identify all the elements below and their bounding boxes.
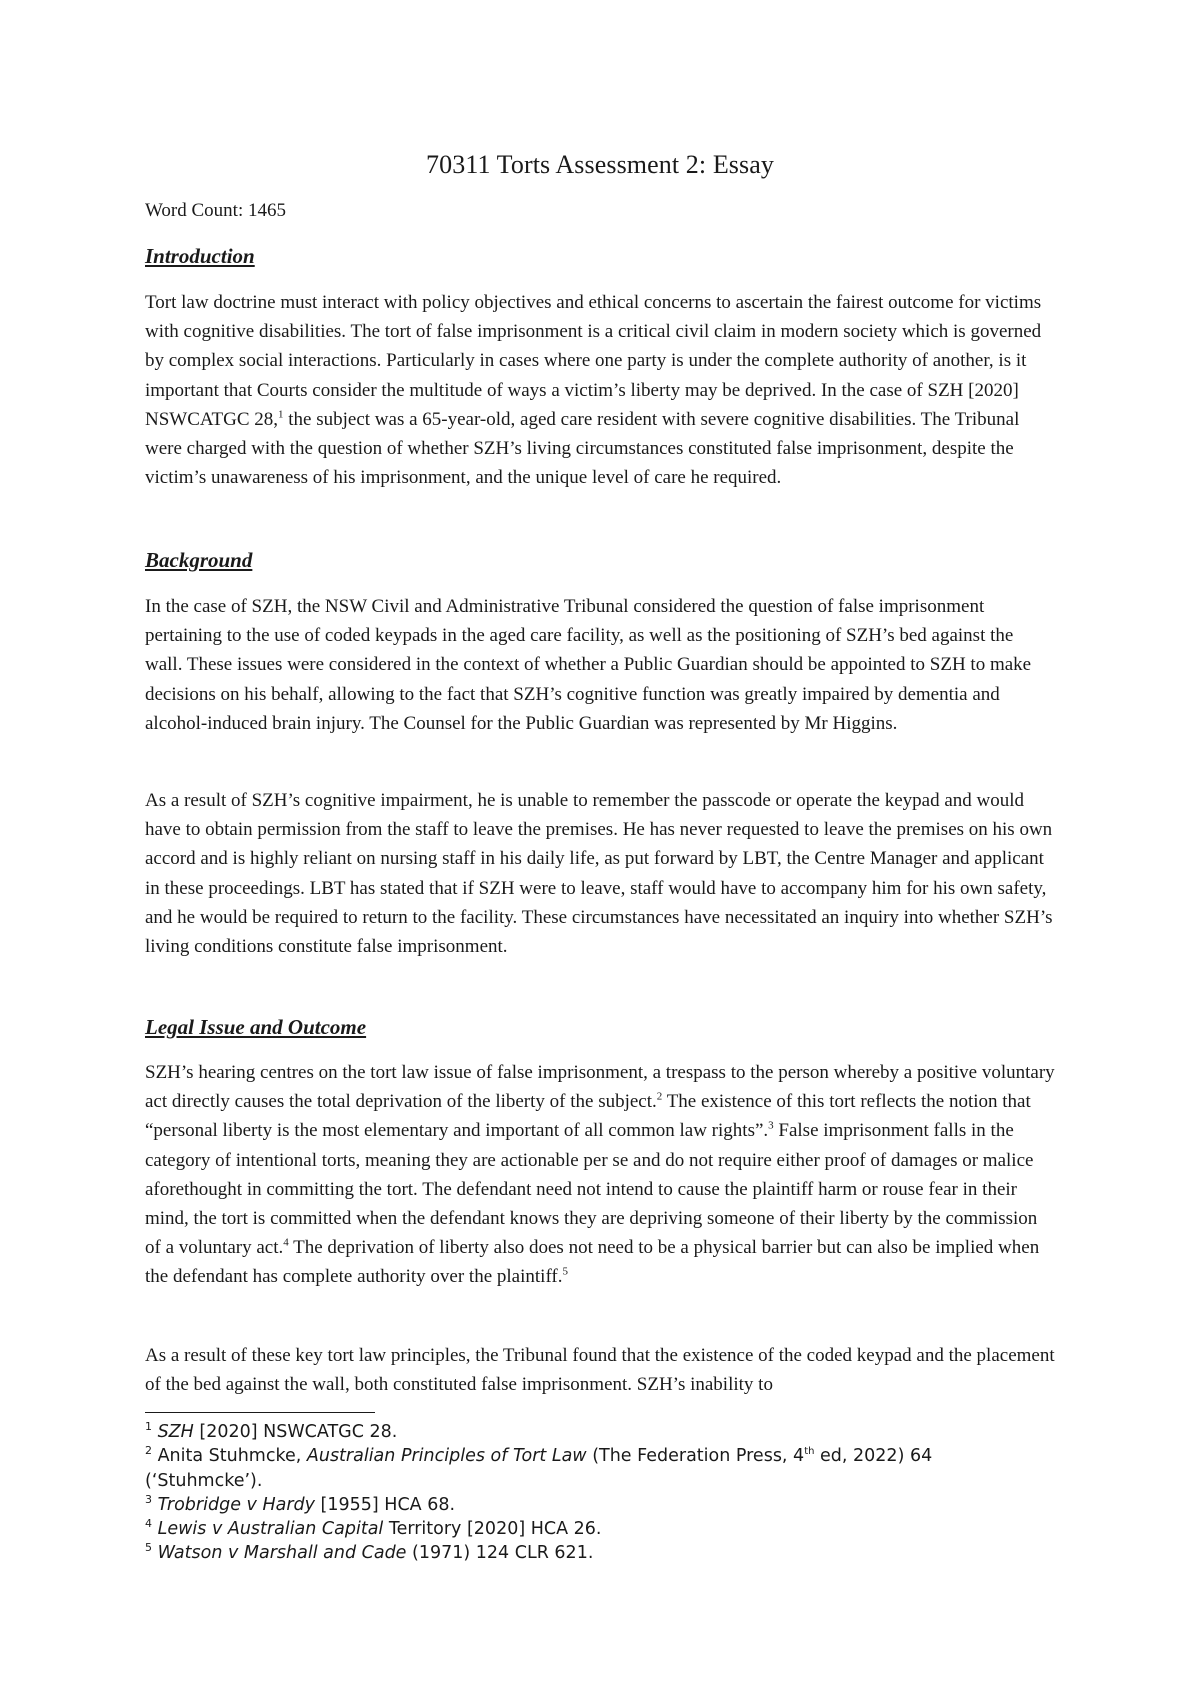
footnote-text: Territory [2020] HCA 26. xyxy=(383,1519,602,1539)
case-name: SZH xyxy=(157,1422,194,1442)
heading-introduction: Introduction xyxy=(145,244,255,268)
heading-legal-issue: Legal Issue and Outcome xyxy=(145,1015,367,1039)
footnote-text: [2020] NSWCATGC 28. xyxy=(193,1422,398,1442)
footnote-text: [1955] HCA 68. xyxy=(314,1495,456,1515)
footnote-text: ed, 2022) 64 (‘Stuhmcke’). xyxy=(145,1446,933,1491)
footnote-text: (The Federation Press, 4 xyxy=(586,1446,805,1466)
paragraph-text: Tort law doctrine must interact with policy objectives and ethical concerns to ascertain the fairest outcome for victims with cognitive disabilities. The tort of false imprisonment is a critical civil claim in modern society which is governed by complex social interactions. Particularly in cases where one party is under the complete authority of another, is it important that Courts consider the multitude of ways a victim’s liberty may be deprived. In the case of SZH [2020] NSWCATGC 28, xyxy=(145,292,1042,430)
paragraph-text: False imprisonment falls in the category of intentional torts, meaning they are actionable per se and do not require either proof of damages or malice aforethought in committing the tort. The defendant need not intend to cause the plaintiff harm or rouse fear in their mind, the tort is committed when the defendant knows they are depriving someone of their liberty by the commission of a voluntary act. xyxy=(145,1120,1038,1259)
footnote-text: Anita Stuhmcke, xyxy=(157,1446,307,1466)
footnote-ref[interactable]: 1 xyxy=(278,408,284,421)
footnote-ref[interactable]: 5 xyxy=(562,1266,569,1279)
paragraph-text: The deprivation of liberty also does not need to be a physical barrier but can also be implied when the defendant has complete authority over the plaintiff. xyxy=(145,1237,1040,1288)
paragraph-background-2: As a result of SZH’s cognitive impairment, he is unable to remember the passcode or operate the keypad and would have to obtain permission from the staff to leave the premises. He has never requested to leave the premises on his own accord and is highly reliant on nursing staff in his daily life, as put forward by LBT, the Centre Manager and applicant in these proceedings. LBT has stated that if SZH were to leave, staff would have to accompany him for his own safety, and he would be required to return to the facility. These circumstances have necessitated an inquiry into whether SZH’s living conditions constitute false imprisonment. xyxy=(145,790,1053,958)
footnote-separator xyxy=(145,1412,375,1413)
footnote-1 xyxy=(145,1420,1055,1445)
book-title: Australian Principles of Tort Law xyxy=(306,1446,587,1466)
footnote-2 xyxy=(145,1444,1055,1493)
footnote-number: 5 xyxy=(145,1541,152,1555)
footnote-ref[interactable]: 4 xyxy=(283,1236,289,1249)
paragraph-introduction xyxy=(145,288,1055,492)
footnote-4 xyxy=(145,1517,1055,1542)
paragraph-text: the subject was a 65-year-old, aged care resident with severe cognitive disabilities. The Tribunal were charged with the question of whether SZH’s living circumstances constituted false imprisonment, despite the victim’s unawareness of his imprisonment, and the unique level of care he required. xyxy=(145,408,1020,489)
ordinal-suffix: th xyxy=(804,1446,815,1458)
case-name: Lewis v Australian Capital xyxy=(157,1519,384,1539)
footnote-text: (1971) 124 CLR 621. xyxy=(406,1543,594,1563)
heading-background: Background xyxy=(145,548,253,572)
document-title: 70311 Torts Assessment 2: Essay xyxy=(426,150,774,179)
footnote-ref[interactable]: 2 xyxy=(656,1090,663,1103)
case-name: Trobridge v Hardy xyxy=(157,1495,315,1515)
footnote-ref[interactable]: 3 xyxy=(768,1120,774,1133)
paragraph-legal-issue-1 xyxy=(145,1058,1055,1292)
case-name: Watson v Marshall and Cade xyxy=(157,1543,407,1563)
footnote-number: 2 xyxy=(145,1444,152,1458)
footnote-number: 4 xyxy=(145,1517,152,1531)
word-count: Word Count: 1465 xyxy=(145,200,286,221)
paragraph-legal-issue-2: As a result of these key tort law principles, the Tribunal found that the existence of the coded keypad and the placement of the bed against the wall, both constituted false imprisonment. SZH’s inability to xyxy=(145,1345,1055,1396)
footnote-5 xyxy=(145,1541,1055,1566)
footnote-number: 3 xyxy=(145,1493,152,1507)
paragraph-text: The existence of this tort reflects the notion that “personal liberty is the most elementary and important of all common law rights”. xyxy=(145,1091,1031,1142)
paragraph-text: SZH’s hearing centres on the tort law issue of false imprisonment, a trespass to the person whereby a positive voluntary act directly causes the total deprivation of the liberty of the subject. xyxy=(145,1062,1055,1113)
footnote-number: 1 xyxy=(145,1420,152,1434)
paragraph-background-1: In the case of SZH, the NSW Civil and Administrative Tribunal considered the question of false imprisonment pertaining to the use of coded keypads in the aged care facility, as well as the positioning of SZH’s bed against the wall. These issues were considered in the context of whether a Public Guardian should be appointed to SZH to make decisions on his behalf, allowing to the fact that SZH’s cognitive function was greatly impaired by dementia and alcohol-induced brain injury. The Counsel for the Public Guardian was represented by Mr Higgins. xyxy=(145,596,1032,734)
footnote-3 xyxy=(145,1493,1055,1518)
